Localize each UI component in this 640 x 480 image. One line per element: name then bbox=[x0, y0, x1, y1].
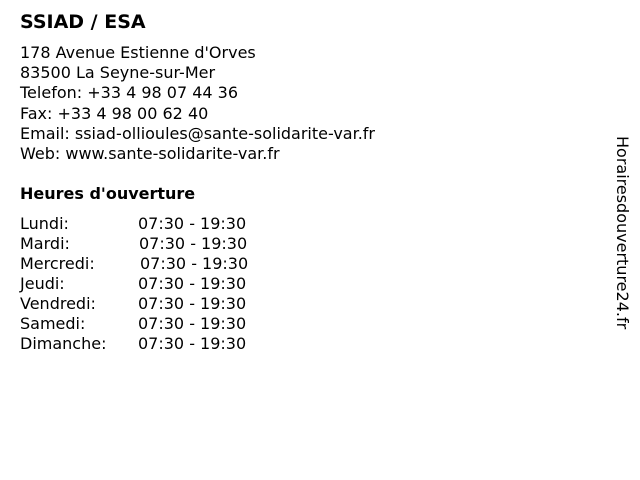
fax-line: Fax: +33 4 98 00 62 40 bbox=[20, 103, 209, 123]
time-range: 07:30 - 19:30 bbox=[138, 334, 247, 353]
time-range: 07:30 - 19:30 bbox=[138, 274, 247, 293]
day-label: Mardi: bbox=[20, 234, 70, 253]
address-city: 83500 La Seyne-sur-Mer bbox=[20, 63, 216, 83]
day-label: Mercredi: bbox=[20, 254, 95, 273]
time-range: 07:30 - 19:30 bbox=[138, 314, 247, 333]
time-range: 07:30 - 19:30 bbox=[138, 294, 247, 313]
phone-line: Telefon: +33 4 98 07 44 36 bbox=[20, 83, 239, 103]
page-title: SSIAD / ESA bbox=[20, 11, 146, 33]
time-range: 07:30 - 19:30 bbox=[140, 254, 249, 273]
address-street: 178 Avenue Estienne d'Orves bbox=[20, 43, 256, 62]
email-line: Email: ssiad-ollioules@sante-solidarite-var.fr bbox=[20, 123, 376, 143]
contact-block bbox=[20, 43, 375, 164]
day-label: Lundi: bbox=[20, 214, 69, 233]
time-range: 07:30 - 19:30 bbox=[139, 234, 248, 253]
site-watermark: Horairesdouverture24.fr bbox=[613, 136, 632, 330]
hours-heading: Heures d'ouverture bbox=[20, 184, 196, 203]
web-line: Web: www.sante-solidarite-var.fr bbox=[20, 144, 280, 164]
time-range: 07:30 - 19:30 bbox=[138, 214, 247, 233]
day-label: Dimanche: bbox=[20, 334, 107, 353]
day-label: Jeudi: bbox=[20, 274, 65, 293]
day-label: Samedi: bbox=[20, 314, 86, 333]
day-label: Vendredi: bbox=[20, 294, 96, 313]
